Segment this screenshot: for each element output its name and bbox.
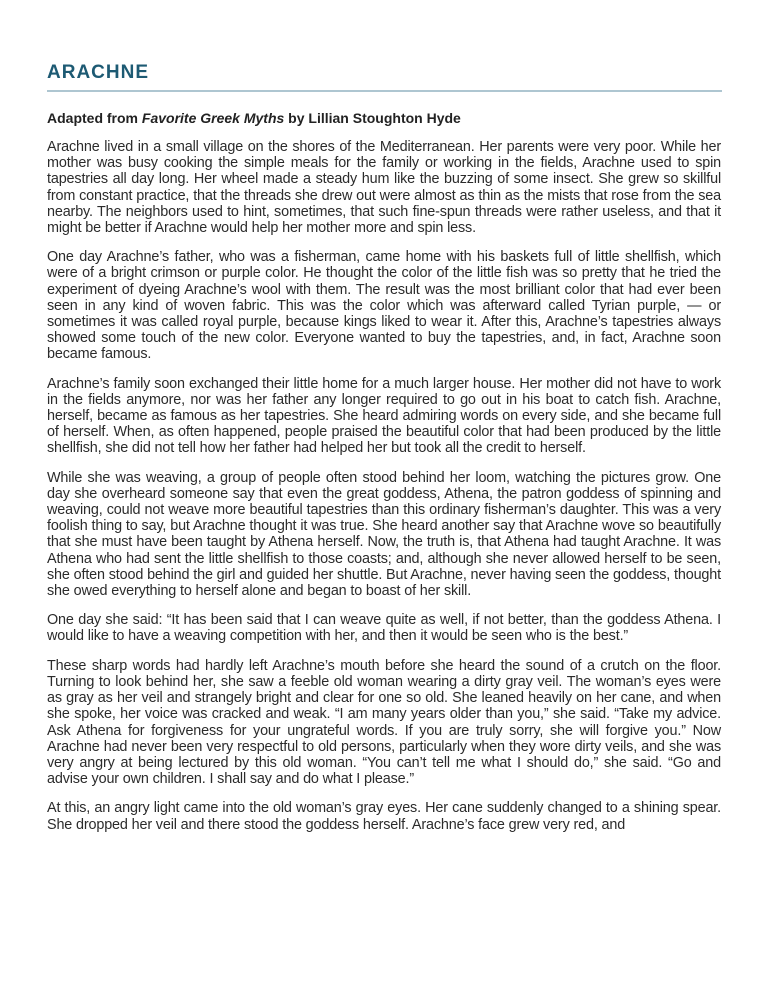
- paragraph: These sharp words had hardly left Arachne’s mouth before she heard the sound of a crutch on the floor. Turning to look behind her, she saw a feeble old woman wearing a dirty gray veil. The woman’s eyes were as gray as her veil and strangely bright and clear for one so old. She leaned heavily on her cane, and when she spoke, her voice was cracked and weak. “I am many years older than you,” she said. “Take my advice. Ask Athena for forgiveness for your ungrateful words. If you are truly sorry, she will forgive you.” Now Arachne had never been very respectful to old persons, particularly when they wore dirty veils, and she was very angry at being lectured by this old woman. “You can’t tell me what I should do,” she said. “Go and advise your own children. I shall say and do what I please.”: [47, 657, 721, 788]
- byline-book-title: Favorite Greek Myths: [141, 110, 285, 126]
- document-title: ARACHNE: [47, 62, 149, 83]
- byline: [47, 110, 721, 126]
- title-divider: [47, 90, 722, 92]
- paragraph: One day she said: “It has been said that I can weave quite as well, if not better, than the goddess Athena. I would like to have a weaving competition with her, and then it would be seen who is the best.”: [47, 612, 721, 645]
- paragraph: Arachne’s family soon exchanged their little home for a much larger house. Her mother did not have to work in the fields anymore, nor was her father any longer required to go out in his boat to catch fish. Arachne, herself, became as famous as her tapestries. She heard admiring words on every side, and she became full of herself. When, as often happened, people praised the beautiful color that had been produced by the little shellfish, she did not tell how her father had helped her but took all the credit to herself.: [47, 375, 721, 457]
- document-page: [47, 62, 721, 833]
- paragraph: While she was weaving, a group of people often stood behind her loom, watching the pictures grow. One day she overheard someone say that even the great goddess, Athena, the patron goddess of spinning and weaving, could not weave more beautiful tapestries than this ordinary fisherman’s daughter. This was a very foolish thing to say, but Arachne thought it was true. She heard another say that Arachne wove so beautifully that she must have been taught by Athena herself. Now, the truth is, that Athena had taught Arachne. It was Athena who had sent the little shellfish to those coasts; and, although she never allowed herself to be seen, she often stood behind the girl and guided her shuttle. But Arachne, never having seen the goddess, thought she owed everything to herself alone and began to boast of her skill.: [47, 469, 721, 600]
- paragraph: At this, an angry light came into the old woman’s gray eyes. Her cane suddenly changed to a shining spear. She dropped her veil and there stood the goddess herself. Arachne’s face grew very red, and: [47, 800, 721, 833]
- byline-suffix: by Lillian Stoughton Hyde: [284, 110, 461, 126]
- paragraph: One day Arachne’s father, who was a fisherman, came home with his baskets full of little shellfish, which were of a bright crimson or purple color. He thought the color of the little fish was so pretty that he tried the experiment of dyeing Arachne’s wool with them. The result was the most brilliant color that had ever been seen in any kind of woven fabric. This was the color which was afterward called Tyrian purple, — or sometimes it was called royal purple, because kings liked to wear it. After this, Arachne’s tapestries always showed some touch of the new color. Everyone wanted to buy the tapestries, and, in fact, Arachne soon became famous.: [47, 249, 721, 363]
- byline-prefix: Adapted from: [47, 110, 142, 126]
- paragraph: Arachne lived in a small village on the shores of the Mediterranean. Her parents were very poor. While her mother was busy cooking the simple meals for the family or working in the fields, Arachne used to spin tapestries all day long. Her wheel made a steady hum like the buzzing of some insect. She grew so skillful from constant practice, that the threads she drew out were almost as thin as the mists that rose from the sea nearby. The neighbors used to hint, sometimes, that such fine-spun threads were rather useless, and that it might be better if Arachne would help her mother more and spin less.: [47, 139, 721, 237]
